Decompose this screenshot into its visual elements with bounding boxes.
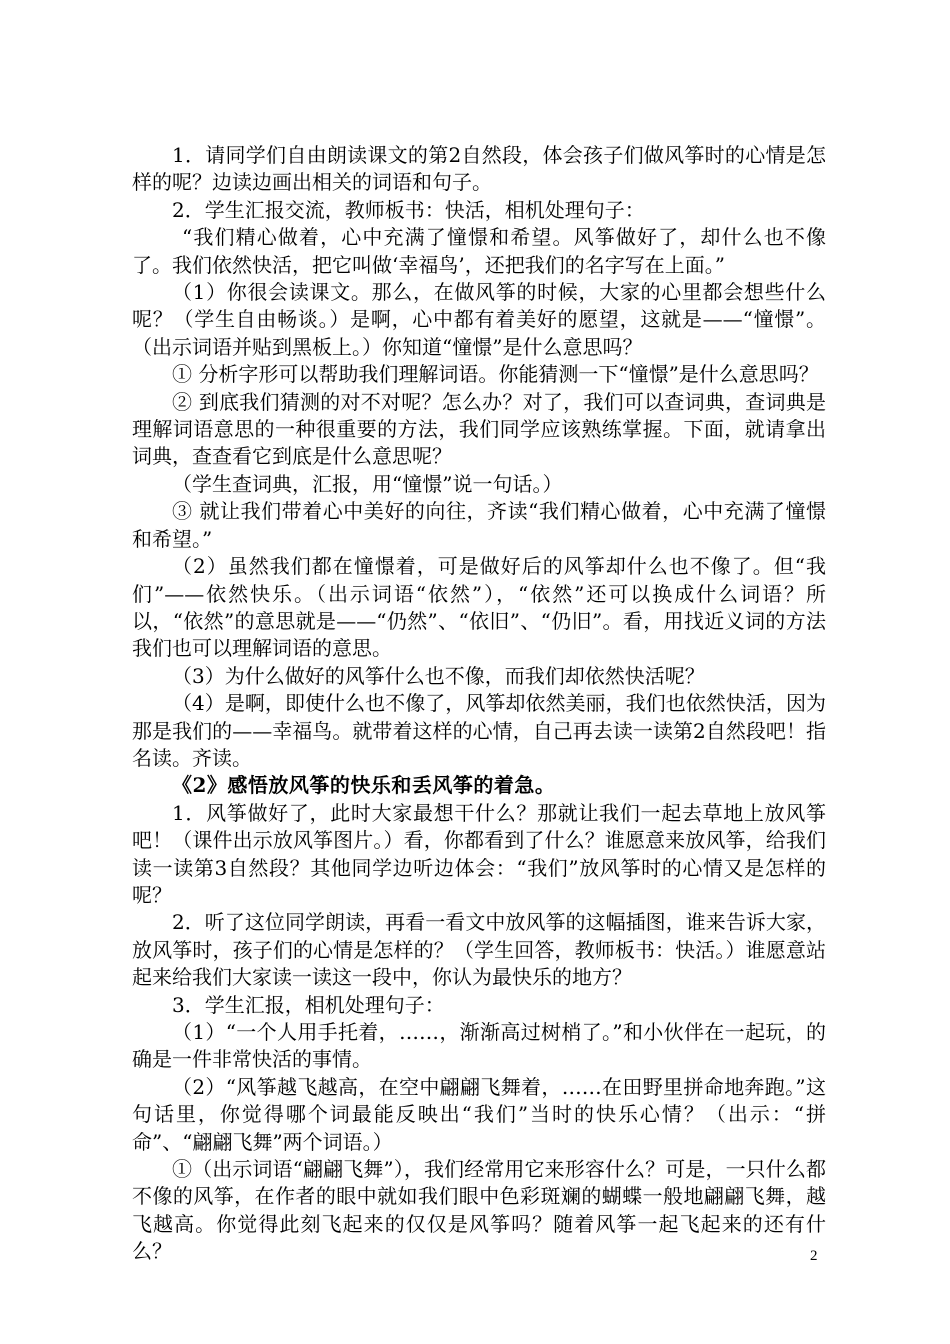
paragraph-sub-3: （3）为什么做好的风筝什么也不像，而我们却依然快活呢？ [172,663,705,688]
document-body [132,142,826,1266]
paragraph-point-1b: ①（出示词语“翩翩飞舞”），我们经常用它来形容什么？可是，一只什么都不像的风筝，在作者的眼中就如我们眼中色彩斑斓的蝴蝶一般地翩翩飞舞，越飞越高。你觉得此刻飞起来的仅仅是风筝吗？随着风筝一起飞起来的还有什么？ [132,1157,826,1264]
section-heading: 《2》感悟放风筝的快乐和丢风筝的着急。 [172,773,556,798]
paragraph-sub-2: （2）虽然我们都在憧憬着，可是做好后的风筝却什么也不像了。但“我们”——依然快乐。（出示词语“依然”），“依然”还可以换成什么词语？所以，“依然”的意思就是——“仍然”、“依旧”、“仍旧”。看，用找近义词的方法我们也可以理解词语的意思。 [132,554,826,661]
paragraph-step-2b: 2．听了这位同学朗读，再看一看文中放风筝的这幅插图，谁来告诉大家，放风筝时，孩子们的心情是怎样的？（学生回答，教师板书：快活。）谁愿意站起来给我们大家读一读这一段中，你认为最快乐的地方？ [132,910,826,990]
paragraph-sub-4: （4）是啊，即使什么也不像了，风筝却依然美丽，我们也依然快活，因为那是我们的——幸福鸟。就带着这样的心情，自己再去读一读第2自然段吧！指名读。齐读。 [132,691,826,770]
quoted-sentence: “我们精心做着，心中充满了憧憬和希望。风筝做好了，却什么也不像了。我们依然快活，把它叫做‘幸福鸟’，还把我们的名字写在上面。” [132,225,826,277]
paragraph-sub-1: （1）你很会读课文。那么，在做风筝的时候，大家的心里都会想些什么呢？（学生自由畅谈。）是啊，心中都有着美好的愿望，这就是——“憧憬”。（出示词语并贴到黑板上。）你知道“憧憬”是什么意思吗？ [132,280,826,359]
paragraph-sub-1b: （1）“一个人用手托着，……，渐渐高过树梢了。”和小伙伴在一起玩，的确是一件非常快活的事情。 [132,1020,826,1072]
paragraph-sub-2b: （2）“风筝越飞越高，在空中翩翩飞舞着，……在田野里拼命地奔跑。”这句话里，你觉得哪个词最能反映出“我们”当时的快乐心情？（出示：“拼命”、“翩翩飞舞”两个词语。） [132,1074,826,1154]
page-number: 2 [810,1248,818,1264]
paragraph-point-3: ③ 就让我们带着心中美好的向往，齐读“我们精心做着，心中充满了憧憬和希望。” [132,499,826,551]
paragraph-step-1b: 1．风筝做好了，此时大家最想干什么？那就让我们一起去草地上放风筝吧！（课件出示放风筝图片。）看，你都看到了什么？谁愿意来放风筝，给我们读一读第3自然段？其他同学边听边体会：“我们”放风筝时的心情又是怎样的呢？ [132,800,826,907]
paragraph-point-2: ② 到底我们猜测的对不对呢？怎么办？对了，我们可以查词典，查词典是理解词语意思的一种很重要的方法，我们同学应该熟练掌握。下面，就请拿出词典，查查看它到底是什么意思呢？ [132,389,826,469]
paragraph-step-3b: 3．学生汇报，相机处理句子： [172,992,445,1017]
paragraph-point-1: ① 分析字形可以帮助我们理解词语。你能猜测一下“憧憬”是什么意思吗？ [172,362,819,387]
paragraph-step-1: 1．请同学们自由朗读课文的第2自然段，体会孩子们做风筝时的心情是怎样的呢？边读边画出相关的词语和句子。 [132,143,826,195]
paragraph-note: （学生查词典，汇报，用“憧憬”说一句话。） [172,471,563,496]
paragraph-step-2: 2．学生汇报交流，教师板书：快活，相机处理句子： [172,197,645,222]
